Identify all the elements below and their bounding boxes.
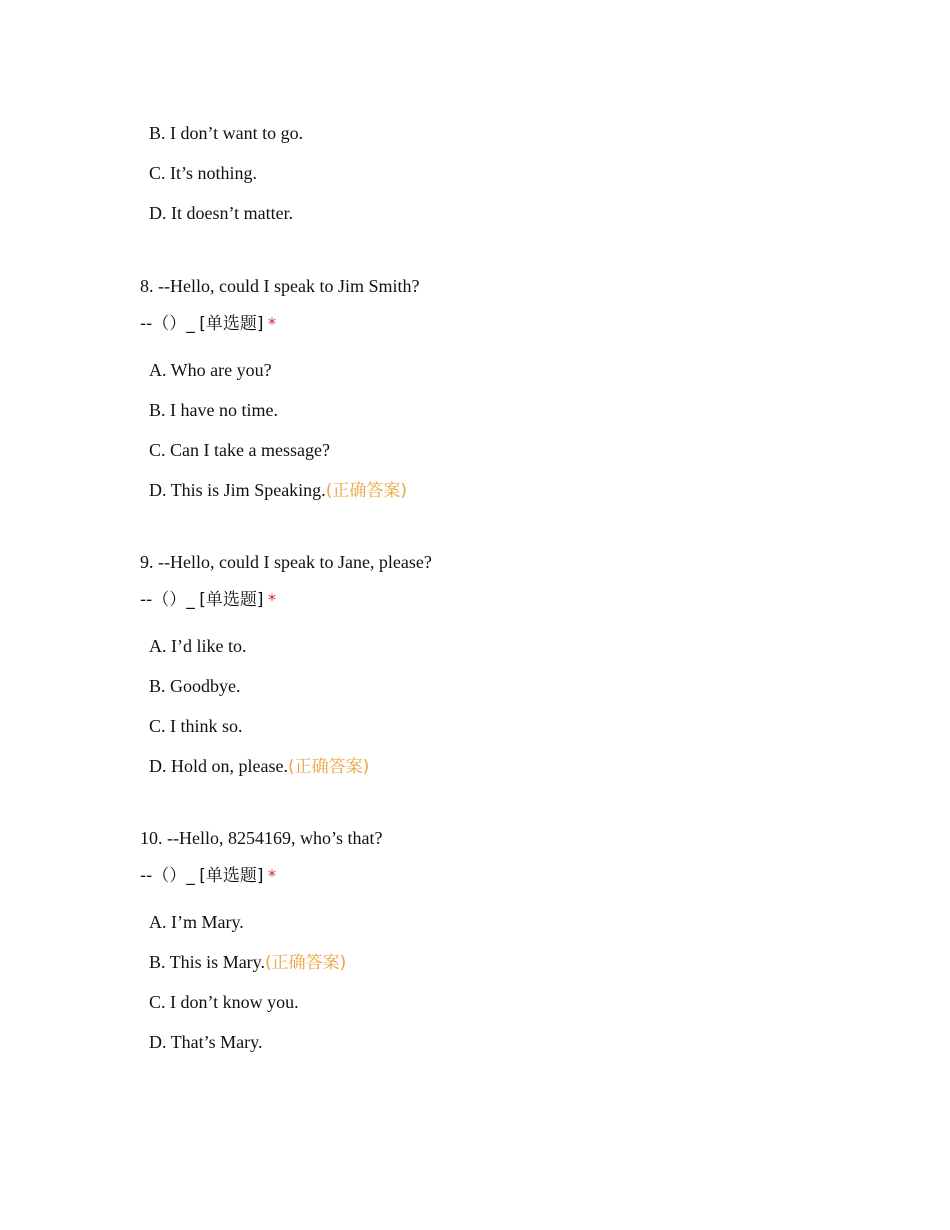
option-text: B. I don’t want to go.	[149, 123, 304, 143]
option[interactable]	[140, 902, 840, 942]
question-prompt: 10. --Hello, 8254169, who’s that?	[140, 828, 383, 848]
option-text: D. It doesn’t matter.	[149, 203, 294, 223]
option-list	[140, 626, 840, 786]
option-text: D. That’s Mary.	[149, 1032, 263, 1052]
option-text: B. This is Mary.	[149, 952, 266, 972]
question-blank-line	[140, 581, 840, 618]
question-prompt: 9. --Hello, could I speak to Jane, please?	[140, 552, 432, 572]
option-text: B. I have no time.	[149, 400, 278, 420]
required-star: *	[268, 866, 277, 885]
answer-blank: --（）_	[140, 590, 195, 610]
option[interactable]	[140, 193, 840, 233]
correct-answer-tag: (正确答案)	[287, 757, 370, 777]
option-list	[140, 350, 840, 510]
question-blank-line	[140, 857, 840, 894]
option[interactable]	[140, 666, 840, 706]
option[interactable]	[140, 470, 840, 510]
answer-blank: --（）_	[140, 314, 195, 334]
correct-answer-tag: (正确答案)	[325, 481, 407, 501]
question-type-tag: [单选题]	[199, 590, 264, 610]
question-8	[140, 268, 840, 510]
option[interactable]	[140, 982, 840, 1022]
correct-answer-tag: (正确答案)	[265, 953, 347, 973]
option-list	[140, 902, 840, 1062]
option-text: A. I’m Mary.	[149, 912, 244, 932]
question-prompt: 8. --Hello, could I speak to Jim Smith?	[140, 276, 420, 296]
question-9	[140, 544, 840, 786]
option[interactable]	[140, 706, 840, 746]
option[interactable]	[140, 746, 840, 786]
answer-blank: --（）_	[140, 866, 195, 886]
required-star: *	[268, 590, 277, 609]
option[interactable]	[140, 626, 840, 666]
option-text: C. It’s nothing.	[149, 163, 258, 183]
question-type-tag: [单选题]	[199, 314, 264, 334]
option[interactable]	[140, 153, 840, 193]
option-text: B. Goodbye.	[149, 676, 241, 696]
question-blank-line	[140, 305, 840, 342]
option-text: C. I don’t know you.	[149, 992, 299, 1012]
option-text: D. Hold on, please.	[149, 756, 288, 776]
option[interactable]	[140, 113, 840, 153]
required-star: *	[268, 314, 277, 333]
option-text: C. Can I take a message?	[149, 440, 330, 460]
option-text: D. This is Jim Speaking.	[149, 480, 326, 500]
option-text: C. I think so.	[149, 716, 243, 736]
option[interactable]	[140, 942, 840, 982]
option[interactable]	[140, 390, 840, 430]
option[interactable]	[140, 350, 840, 390]
option[interactable]	[140, 1022, 840, 1062]
option-text: A. I’d like to.	[149, 636, 247, 656]
question-7-tail	[140, 113, 840, 233]
option-text: A. Who are you?	[149, 360, 272, 380]
question-10	[140, 820, 840, 1062]
option[interactable]	[140, 430, 840, 470]
question-type-tag: [单选题]	[199, 866, 264, 886]
